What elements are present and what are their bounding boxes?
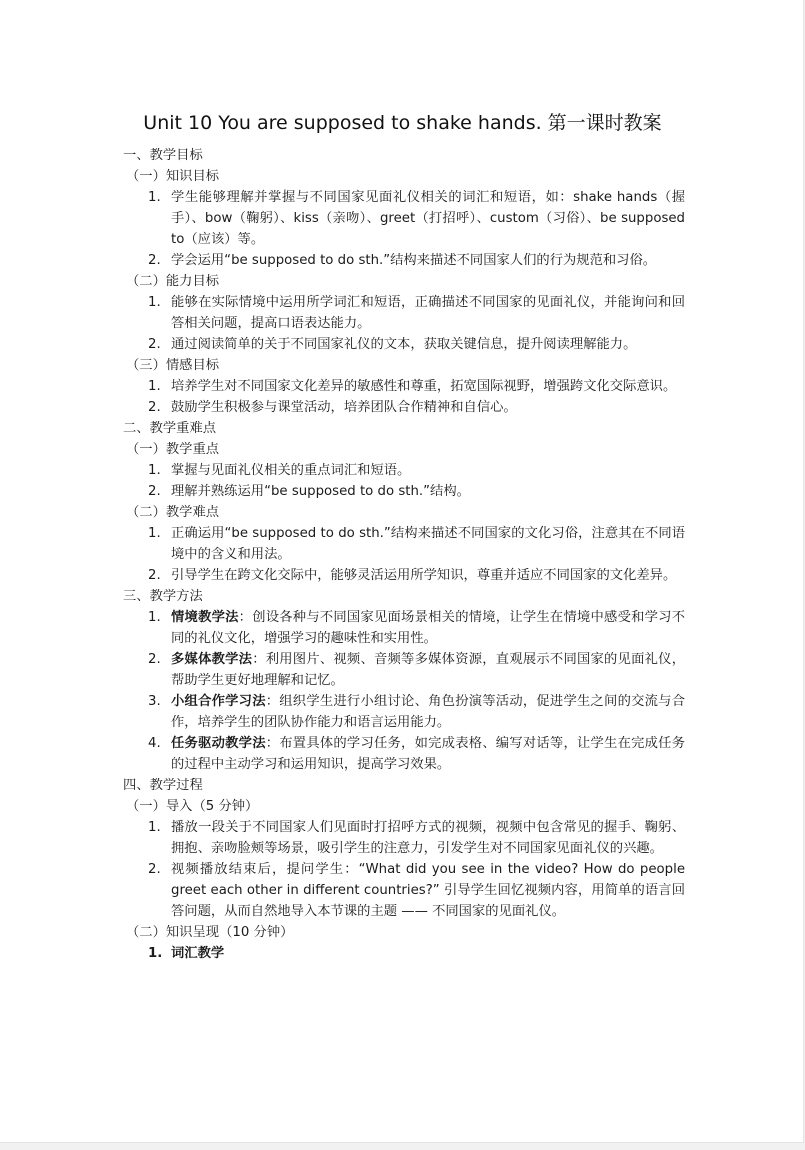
subsection-heading-emotion: （三）情感目标	[126, 358, 220, 373]
list-item: 1. 词汇教学	[148, 946, 225, 961]
list-item: 1. 播放一段关于不同国家人们见面时打招呼方式的视频，视频中包含常见的握手、鞠躬、拥抱、亲吻脸颊等场景，吸引学生的注意力，引发学生对不同国家见面礼仪的兴趣。	[148, 820, 685, 856]
list-item: 2. 视频播放结束后，提问学生：“What did you see in the video? How do people greet each other in different countries?” 引导学生回忆视频内容，用简单的语言回答问题，从而自然地导入本节课的主题 —— 不同国家的见面礼仪。	[148, 862, 685, 919]
list-item: 3. 小组合作学习法：组织学生进行小组讨论、角色扮演等活动，促进学生之间的交流与合作，培养学生的团队协作能力和语言运用能力。	[148, 694, 686, 730]
list-item: 2. 通过阅读简单的关于不同国家礼仪的文本，获取关键信息，提升阅读理解能力。	[148, 337, 637, 352]
section-heading-process: 四、教学过程	[123, 778, 203, 793]
list-item: 1. 正确运用“be supposed to do sth.”结构来描述不同国家的文化习俗，注意其在不同语境中的含义和用法。	[148, 526, 685, 562]
list-item: 2. 理解并熟练运用“be supposed to do sth.”结构。	[148, 484, 470, 499]
section-heading-key-points: 二、教学重难点	[123, 421, 217, 436]
knowledge-objectives-list	[123, 187, 685, 271]
ability-objectives-list	[123, 292, 685, 355]
list-item: 2. 鼓励学生积极参与课堂活动，培养团队合作精神和自信心。	[148, 400, 517, 415]
list-item: 4. 任务驱动教学法：布置具体的学习任务，如完成表格、编写对话等，让学生在完成任务的过程中主动学习和运用知识，提高学习效果。	[148, 736, 686, 772]
subsection-heading-introduction: （一）导入（5 分钟）	[126, 799, 259, 814]
subsection-heading-presentation: （二）知识呈现（10 分钟）	[126, 925, 294, 940]
list-item: 2. 引导学生在跨文化交际中，能够灵活运用所学知识，尊重并适应不同国家的文化差异。	[148, 568, 677, 583]
presentation-list	[123, 943, 685, 964]
list-item: 1. 培养学生对不同国家文化差异的敏感性和尊重，拓宽国际视野，增强跨文化交际意识。	[148, 379, 677, 394]
document-title: Unit 10 You are supposed to shake hands. 第一课时教案	[143, 112, 662, 134]
section-heading-objectives: 一、教学目标	[123, 148, 203, 163]
difficulty-list	[123, 523, 685, 586]
subsection-heading-ability: （二）能力目标	[126, 274, 220, 289]
emotion-objectives-list	[123, 376, 685, 418]
document-body	[123, 145, 685, 964]
subsection-heading-focus: （一）教学重点	[126, 442, 220, 457]
subsection-heading-difficulty: （二）教学难点	[126, 505, 220, 520]
list-item: 1. 情境教学法：创设各种与不同国家见面场景相关的情境，让学生在情境中感受和学习不同的礼仪文化，增强学习的趣味性和实用性。	[148, 610, 686, 646]
list-item: 1. 学生能够理解并掌握与不同国家见面礼仪相关的词汇和短语，如：shake hands（握手）、bow（鞠躬）、kiss（亲吻）、greet（打招呼）、custom（习俗）、be supposed to（应该）等。	[148, 190, 685, 247]
list-item: 2. 学会运用“be supposed to do sth.”结构来描述不同国家人们的行为规范和习俗。	[148, 253, 657, 268]
list-item: 1. 能够在实际情境中运用所学词汇和短语，正确描述不同国家的见面礼仪，并能询问和回答相关问题，提高口语表达能力。	[148, 295, 685, 331]
methods-list	[123, 607, 685, 775]
introduction-list	[123, 817, 685, 922]
list-item: 2. 多媒体教学法：利用图片、视频、音频等多媒体资源，直观展示不同国家的见面礼仪，帮助学生更好地理解和记忆。	[148, 652, 686, 688]
focus-list	[123, 460, 685, 502]
list-item: 1. 掌握与见面礼仪相关的重点词汇和短语。	[148, 463, 411, 478]
subsection-heading-knowledge: （一）知识目标	[126, 169, 220, 184]
section-heading-methods: 三、教学方法	[123, 589, 203, 604]
